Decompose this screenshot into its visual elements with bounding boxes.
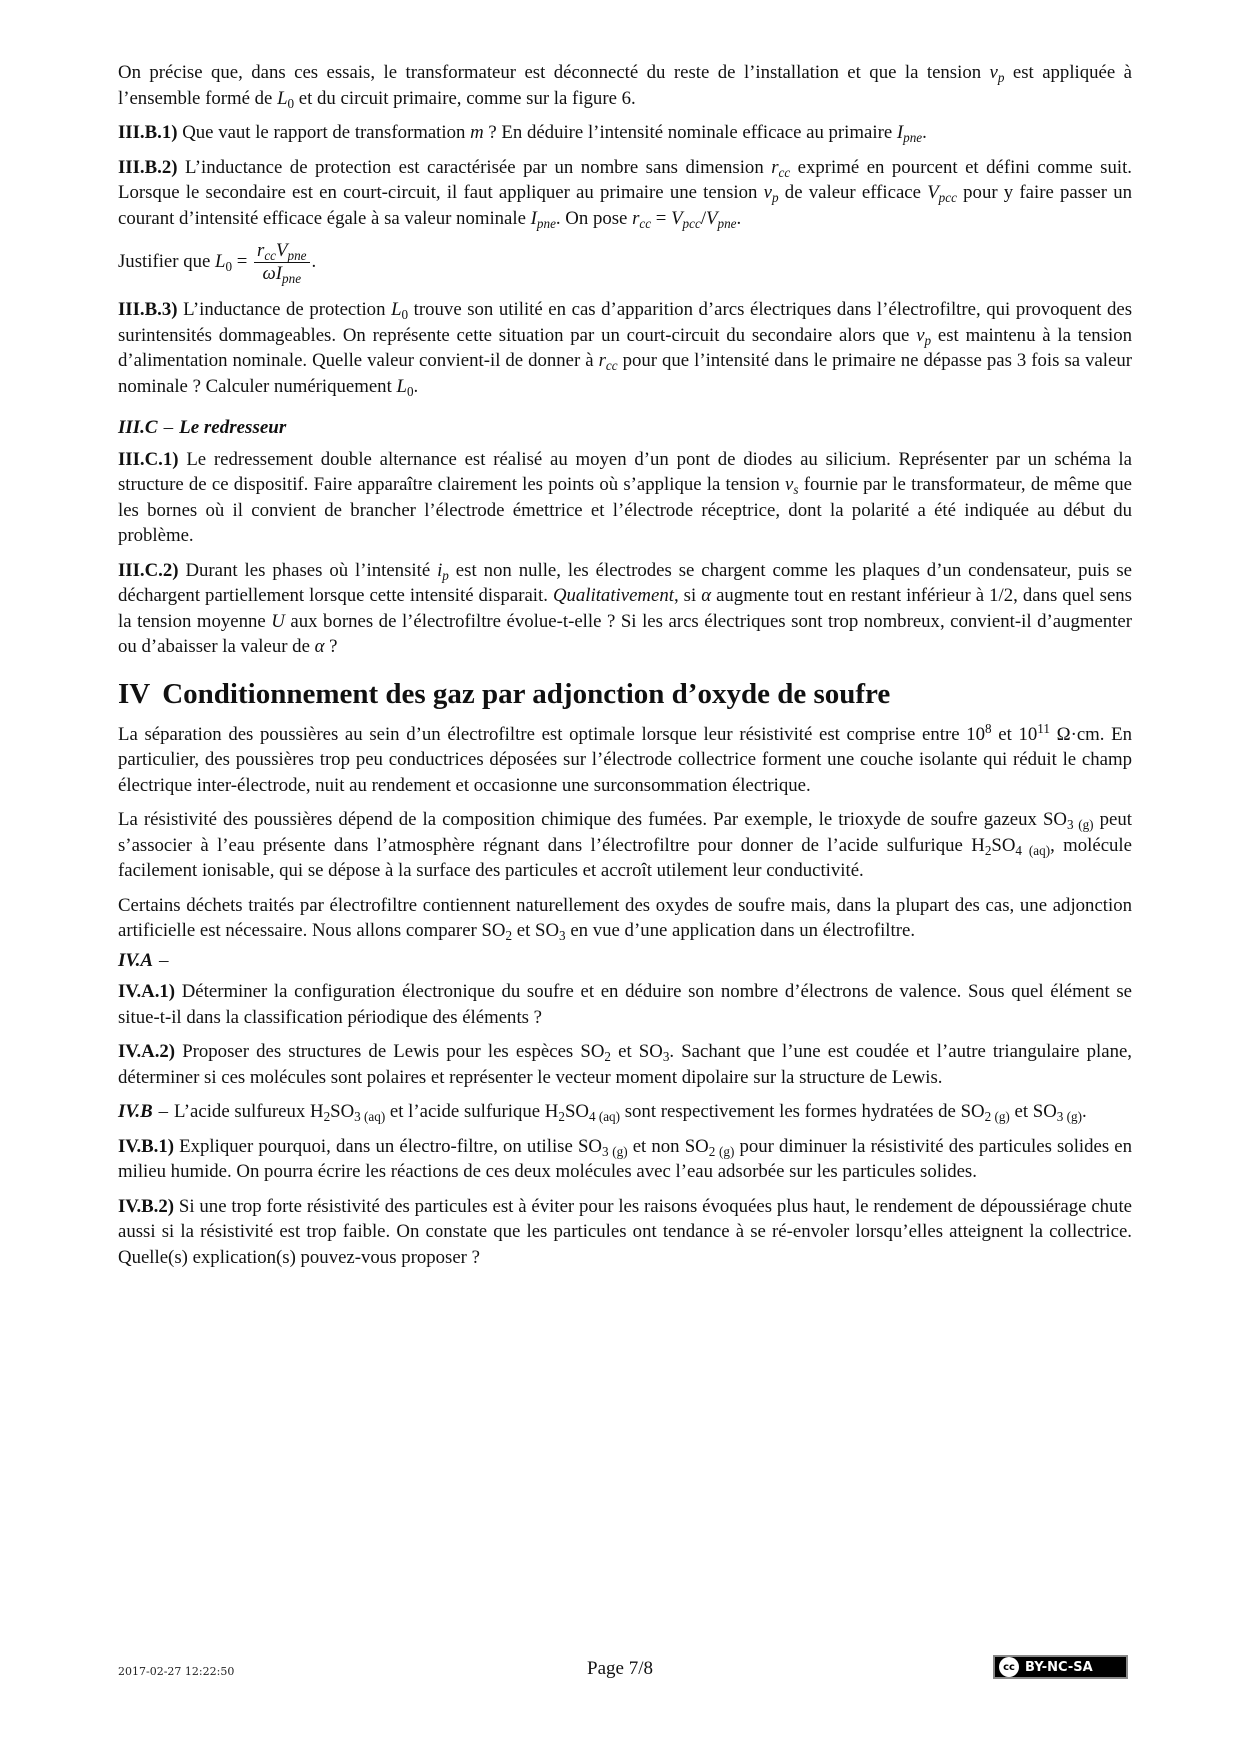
creative-commons-icon: cc: [999, 1657, 1019, 1677]
text: L’inductance de protection: [183, 299, 392, 320]
text: ?: [324, 636, 338, 657]
text: et: [610, 1041, 639, 1062]
text: On précise que, dans ces essais, le transformateur est déconnecté du reste de l’installation et que la tension: [118, 62, 990, 83]
text: . On pose: [555, 207, 633, 229]
text: et: [1009, 1101, 1033, 1122]
text: Durant les phases où l’intensité: [185, 559, 438, 581]
text: en vue d’une application dans un électrofiltre.: [565, 920, 916, 941]
question-iv-a-2: IV.A.2) Proposer des structures de Lewis pour les espèces $SO_2$ et $SO_3$. Sachant que l’une est coudée et l’autre triangulaire plane, déterminer si ces molécules sont polaires et représenter le vecteur moment dipolaire sur la structure de Lewis.: [118, 1041, 1132, 1088]
text: pour diminuer la résistivité des particules solides en milieu humide. On pourra écrire les réactions de ces deux molécules avec l’eau adsorbée sur les particules solides.: [118, 1135, 1133, 1182]
text: de valeur efficace: [778, 182, 928, 203]
text: Proposer des structures de Lewis pour les espèces: [182, 1041, 581, 1062]
text: et: [991, 723, 1019, 745]
question-label: IV.A.2): [118, 1041, 176, 1062]
subsection-heading-iii-c: [118, 415, 1132, 441]
paragraph-iv-1: La séparation des poussières au sein d’un électrofiltre est optimale lorsque leur résistivité est comprise entre $10^8$ et $10^{11}$ Ω·cm. En particulier, des poussières trop peu conductrices déposées sur l’électrode collectrice forment une couche isolante qui réduit le champ électrique inter-électrode, nuit au rendement et occasionne une surconsommation électrique.: [118, 720, 1132, 796]
text: sont respectivement les formes hydratées de: [620, 1101, 961, 1122]
question-iii-b-1: III.B.1) Que vaut le rapport de transformation m ? En déduire l’intensité nominale efficace au primaire $I_{pne}$.: [118, 122, 927, 145]
text: peut s’associer à l’eau présente dans l’atmosphère régnant dans l’électrofiltre pour donner de l’acide sulfurique: [118, 809, 1132, 856]
question-iv-b-1: IV.B.1) Expliquer pourquoi, dans un électro-filtre, on utilise $SO_{3 (g)}$ et non $SO_{2 (g)}$ pour diminuer la résistivité des particules solides en milieu humide. On pourra écrire les réactions de ces deux molécules avec l’eau adsorbée sur les particules solides.: [118, 1135, 1133, 1182]
justify-formula: Justifier que $L_0$ = $\frac{r_{cc}V_{pne}}{\omega I_{pne}}$ .: [118, 240, 317, 286]
dash: –: [159, 949, 169, 971]
question-label: III.B.1): [118, 122, 178, 143]
subsection-heading-iv-a: [118, 948, 1132, 974]
text: et: [512, 920, 536, 941]
text: exprimé en pourcent et défini comme suit. Lorsque le secondaire est en court-circuit, il faut appliquer au primaire une tension: [118, 156, 1132, 203]
text: Que vaut le rapport de transformation: [182, 122, 471, 143]
section-title: Conditionnement des gaz par adjonction d’oxyde de soufre: [162, 677, 891, 710]
text: augmente tout en restant inférieur à 1/2, dans quel sens la tension moyenne: [118, 585, 1132, 632]
text: Certains déchets traités par électrofiltre contiennent naturellement des oxydes de soufre mais, dans la plupart des cas, une adjonction artificielle est nécessaire. Nous allons comparer: [118, 894, 1132, 941]
document-page: [118, 60, 1132, 1279]
text: , si: [673, 585, 702, 606]
subsection-iv-b: IV.B – L’acide sulfureux $H_2SO_{3 (aq)}$ et l’acide sulfurique $H_2SO_{4 (aq)}$ sont respectivement les formes hydratées de $SO_{2 (g)}$ et $SO_{3 (g)}$.: [118, 1101, 1087, 1124]
text: .: [1082, 1101, 1087, 1122]
text: et du circuit primaire, comme sur la figure 6.: [294, 87, 636, 109]
text: Qualitativement: [552, 585, 674, 606]
paragraph-iv-2: La résistivité des poussières dépend de la composition chimique des fumées. Par exemple, le trioxyde de soufre gazeux $SO_{3 (g)}$ peut s’associer à l’eau présente dans l’atmosphère régnant dans l’électrofiltre pour donner de l’acide sulfurique $H_2SO_{4 (aq)}$, molécule facilement ionisable, qui se dépose à la surface des particules et accroît utilement leur conductivité.: [118, 809, 1132, 881]
question-iv-a-1: [118, 979, 1132, 1030]
footer-timestamp: 2017-02-27 12:22:50: [118, 1665, 235, 1678]
text: La résistivité des poussières dépend de la composition chimique des fumées. Par exemple, le trioxyde de soufre gazeux: [118, 809, 1043, 830]
text: est appliquée à l’ensemble formé de: [118, 62, 1132, 109]
text: L’inductance de protection est caractérisée par un nombre sans dimension: [184, 156, 772, 178]
text: Déterminer la configuration électronique du soufre et en déduire son nombre d’électrons de valence. Sous quel élément se situe-t-il dans la classification périodique des éléments ?: [118, 981, 1132, 1028]
fraction: $\frac{r_{cc}V_{pne}}{\omega I_{pne}}$: [254, 240, 309, 285]
text: pour que l’intensité dans le primaire ne dépasse pas 3 fois sa valeur nominale ? Calculer numériquement: [118, 350, 1133, 397]
text: . Sachant que l’une est coudée et l’autre triangulaire plane, déterminer si ces molécules sont polaires et représenter le vecteur moment dipolaire sur la structure de Lewis.: [118, 1041, 1132, 1088]
question-iii-c-2: III.C.2) Durant les phases où l’intensité $i_p$ est non nulle, les électrodes se chargent comme les plaques d’un condensateur, puis se déchargent partiellement lorsque cette intensité disparait. Qualitativement, si α augmente tout en restant inférieur à 1/2, dans quel sens la tension moyenne U aux bornes de l’électrofiltre évolue-t-elle ? Si les arcs électriques sont trop nombreux, convient-il d’augmenter ou d’abaisser la valeur de α ?: [118, 559, 1132, 657]
text: Si une trop forte résistivité des particules est à éviter pour les raisons évoquées plus haut, le rendement de dépoussiérage chute aussi si la résistivité est trop faible. On constate que les particules ont tendance à se ré-envoler lorsqu’elles atteignent la collectrice. Quelle(s) explication(s) pouvez-vous proposer ?: [118, 1195, 1132, 1268]
section-number: IV: [118, 677, 151, 710]
question-label: IV.B.1): [118, 1135, 175, 1157]
text: et non: [627, 1135, 685, 1157]
question-iii-c-1: III.C.1) Le redressement double alternance est réalisé au moyen d’un pont de diodes au silicium. Représenter par un schéma la structure de ce dispositif. Faire apparaître clairement les points où s’applique la tension $v_s$ fournie par le transformateur, de même que les bornes où il convient de brancher l’électrode émettrice et l’électrode réceptrice, dont la polarité a été indiquée au début du problème.: [118, 448, 1132, 546]
subsection-number: IV.A: [118, 949, 154, 971]
text: L’acide sulfureux: [174, 1101, 310, 1122]
text: Ω·cm. En particulier, des poussières trop peu conductrices déposées sur l’électrode collectrice forment une couche isolante qui réduit le champ électrique inter-électrode, nuit au rendement et occasionne une surconsommation électrique.: [118, 723, 1132, 796]
page-number: Page 7/8: [587, 1658, 653, 1679]
subsection-title: Le redresseur: [179, 417, 287, 438]
question-label: III.B.3): [118, 299, 178, 320]
text: La séparation des poussières au sein d’un électrofiltre est optimale lorsque leur résistivité est comprise entre: [118, 723, 967, 745]
question-label: IV.A.1): [118, 981, 176, 1002]
question-label: III.B.2): [118, 156, 178, 178]
question-iv-b-2: [118, 1194, 1132, 1271]
question-iii-b-3: III.B.3) L’inductance de protection $L_0$ trouve son utilité en cas d’apparition d’arcs électriques dans l’électrofiltre, qui provoquent des surintensités dommageables. On représente cette situation par un court-circuit du secondaire alors que $v_p$ est maintenu à la tension d’alimentation nominale. Quelle valeur convient-il de donner à $r_{cc}$ pour que l’intensité dans le primaire ne dépasse pas 3 fois sa valeur nominale ? Calculer numériquement $L_0$.: [118, 299, 1133, 399]
text: est maintenu à la tension d’alimentation nominale. Quelle valeur convient-il de donner à: [118, 324, 1133, 371]
text: ? En déduire l’intensité nominale efficace au primaire: [483, 122, 897, 143]
dash: –: [158, 1101, 169, 1122]
question-label: III.C.1): [118, 448, 179, 470]
question-label: IV.B.2): [118, 1195, 175, 1217]
dash: –: [163, 417, 174, 438]
text: trouve son utilité en cas d’apparition d’arcs électriques dans l’électrofiltre, qui provoquent des surintensités dommageables. On représente cette situation par un court-circuit du secondaire alors que: [118, 299, 1133, 346]
text: aux bornes de l’électrofiltre évolue-t-elle ? Si les arcs électriques sont trop nombreux, convient-il d’augmenter ou d’abaisser la valeur de: [118, 610, 1132, 657]
subsection-number: IV.B: [118, 1101, 153, 1122]
section-heading-iv: [118, 676, 1132, 712]
text: et l’acide sulfurique: [385, 1101, 545, 1122]
question-iii-b-2: III.B.2) L’inductance de protection est caractérisée par un nombre sans dimension $r_{cc}$ exprimé en pourcent et défini comme suit. Lorsque le secondaire est en court-circuit, il faut appliquer au primaire une tension $v_p$ de valeur efficace $V_{pcc}$ pour y faire passer un courant d’intensité efficace égale à sa valeur nominale $I_{pne}$. On pose $r_{cc} = V_{pcc}/V_{pne}$.: [118, 156, 1132, 231]
text: , molécule facilement ionisable, qui se dépose à la surface des particules et accroît utilement leur conductivité.: [118, 834, 1132, 881]
intro-paragraph: On précise que, dans ces essais, le transformateur est déconnecté du reste de l’installation et que la tension $v_p$ est appliquée à l’ensemble formé de $L_0$ et du circuit primaire, comme sur la figure 6.: [118, 62, 1132, 111]
text: est non nulle, les électrodes se chargent comme les plaques d’un condensateur, puis se déchargent partiellement lorsque cette intensité disparait.: [118, 559, 1132, 606]
text: fournie par le transformateur, de même que les bornes où il convient de brancher l’électrode émettrice et l’électrode réceptrice, dont la polarité a été indiquée au début du problème.: [118, 474, 1132, 546]
text: Justifier que: [118, 250, 216, 272]
subsection-number: III.C: [118, 417, 158, 438]
text: Le redressement double alternance est réalisé au moyen d’un pont de diodes au silicium. Représenter par un schéma la structure de ce dispositif. Faire apparaître clairement les points où s’applique la tension: [118, 448, 1132, 495]
license-badge[interactable]: [993, 1655, 1128, 1679]
text: Expliquer pourquoi, dans un électro-filtre, on utilise: [179, 1135, 578, 1157]
license-label: BY-NC-SA: [1025, 1659, 1093, 1675]
text: pour y faire passer un courant d’intensité efficace égale à sa valeur nominale: [118, 182, 1132, 229]
paragraph-iv-3: Certains déchets traités par électrofiltre contiennent naturellement des oxydes de soufre mais, dans la plupart des cas, une adjonction artificielle est nécessaire. Nous allons comparer $SO_2$ et $SO_3$ en vue d’une application dans un électrofiltre.: [118, 894, 1132, 943]
question-label: III.C.2): [118, 559, 179, 581]
